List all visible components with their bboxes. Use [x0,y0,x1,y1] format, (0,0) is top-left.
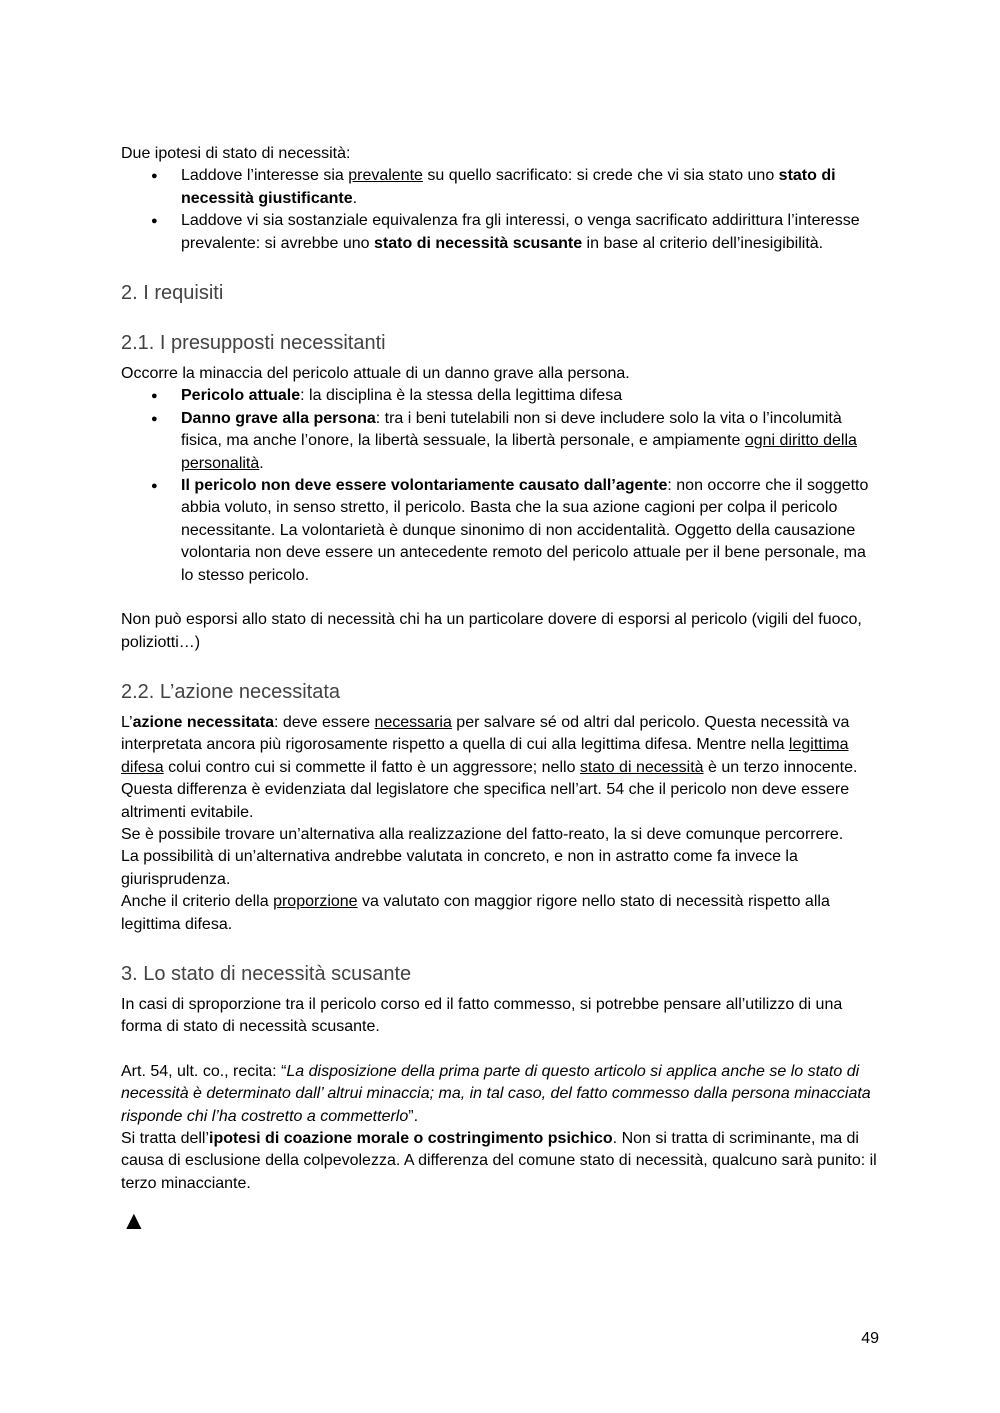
text-run: Laddove vi sia sostanziale equivalenza fra gli interessi, o venga sacrificato addirittura l’interesse prevalente: si avrebbe uno [181,212,860,252]
bold-term: Danno grave alla persona [181,409,376,427]
section-heading: 3. Lo stato di necessità scusante [121,962,412,985]
page-number: 49 [861,1330,879,1347]
text-run: in base al criterio dell’inesigibilità. [582,234,824,252]
text-run: Si tratta dell’ [121,1130,210,1147]
text-run: : tra i beni tutelabili non si deve includere solo la vita o l’incolumità fisica, ma anche l’onore, la libertà sessuale, la libertà personale, e ampiamente [181,409,842,450]
text-run: : la disciplina è la stessa della legittima difesa [300,387,623,405]
underlined-term: stato di necessità [579,758,704,776]
paragraph: In casi di sproporzione tra il pericolo corso ed il fatto commesso, si potrebbe pensare all’utilizzo di una forma di stato di necessità scusante. [121,995,843,1036]
text-run: . Non si tratta di scriminante, ma di causa di esclusione della colpevolezza. A differenza del comune stato di necessità, qualcuno sarà punito: il terzo minacciante. [121,1130,877,1192]
bold-term: stato di necessità scusante [374,234,583,252]
text-run: : non occorre che il soggetto abbia voluto, in senso stretto, il pericolo. Basta che la sua azione cagioni per colpa il pericolo necessitante. La volontarietà è dunque sinonimo di non accidentalità. Oggetto della causazione volontaria non deve essere un antecedente remoto del pericolo attuale per il bene personale, ma lo stesso pericolo. [181,477,869,584]
text-run: ”. [408,1107,419,1125]
paragraph [121,712,881,824]
text-run: va valutato con maggior rigore nello stato di necessità rispetto alla legittima difesa. [121,893,830,933]
bold-term: ipotesi di coazione morale o costringimento psichico [209,1130,613,1147]
list-item [121,210,881,255]
text-run: L’ [121,713,133,731]
requisiti-bullet-list [121,385,881,587]
text-run: . [352,189,358,207]
italic-quote: La disposizione della prima parte di questo articolo si applica anche se lo stato di necessità è determinato dall’ altrui minaccia; ma, in tal caso, del fatto commesso dalla persona minacciata risponde chi l’ha costretto a commetterlo [121,1062,871,1125]
text-run: è un terzo innocente. Questa differenza è evidenziata dal legislatore che specifica nell’art. 54 che il pericolo non deve essere altrimenti evitabile. [121,758,858,821]
underlined-term: ogni diritto della personalità [181,432,857,472]
intro-bullet-list [121,165,881,255]
intro-line: Due ipotesi di stato di necessità: [121,145,351,162]
bold-term: azione necessitata [132,713,274,731]
text-run: Art. 54, ult. co., recita: “ [121,1062,287,1080]
subsection-heading: 2.2. L’azione necessitata [121,680,341,703]
warning-triangle-icon: ▲ [121,1205,147,1236]
list-item [121,475,881,587]
text-run: Laddove l’interesse sia [181,167,349,185]
list-item [121,385,881,407]
paragraph: La possibilità di un’alternativa andrebbe valutata in concreto, e non in astratto come fa invece la giurisprudenza. [121,848,798,888]
text-run: : deve essere [273,713,375,731]
underlined-term: legittima difesa [121,736,849,776]
paragraph [121,1061,881,1128]
paragraph [121,891,881,936]
subsection-heading: 2.1. I presupposti necessitanti [121,332,386,355]
paragraph: Occorre la minaccia del pericolo attuale di un danno grave alla persona. [121,365,630,383]
text-run: per salvare sé od altri dal pericolo. Questa necessità va interpretata ancora più rigorosamente rispetto a quella di cui alla legittima difesa. Mentre nella [121,713,850,754]
paragraph: Non può esporsi allo stato di necessità chi ha un particolare dovere di esporsi al pericolo (vigili del fuoco, poliziotti…) [121,611,862,651]
bold-term: Il pericolo non deve essere volontariamente causato dall’agente [181,477,668,495]
bold-term: Pericolo attuale [181,387,301,405]
paragraph [121,1128,881,1195]
underlined-term: prevalente [348,167,423,185]
text-run: Anche il criterio della [121,893,274,911]
text-run: . [259,454,264,472]
bold-term: stato di necessità giustificante [181,167,836,207]
text-run: colui contro cui si commette il fatto è un aggressore; nello [163,758,580,776]
list-item [121,165,881,210]
page-content [121,143,881,1236]
text-run: su quello sacrificato: si crede che vi sia stato uno [422,167,779,185]
underlined-term: necessaria [374,713,452,731]
paragraph: Se è possibile trovare un’alternativa alla realizzazione del fatto-reato, la si deve comunque percorrere. [121,825,844,843]
list-item [121,408,881,475]
section-heading: 2. I requisiti [121,282,224,305]
underlined-term: proporzione [273,893,358,911]
